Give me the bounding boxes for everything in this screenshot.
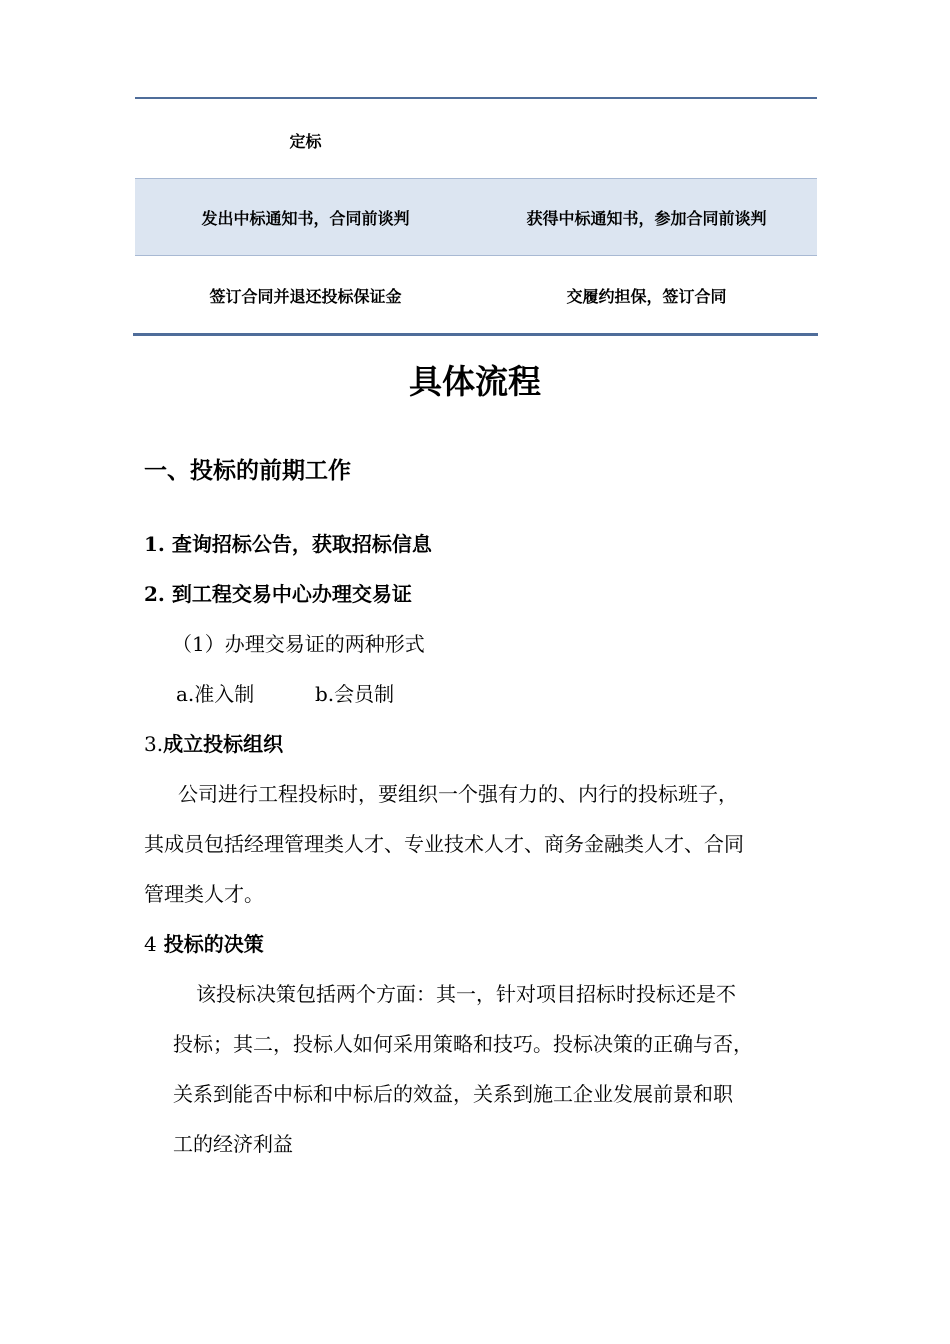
item-text: 到工程交易中心办理交易证 (171, 582, 412, 606)
table-cell: 定标 (289, 131, 322, 151)
table-cell: 发出中标通知书，合同前谈判 (201, 208, 410, 228)
paragraph-line: 关系到能否中标和中标后的效益，关系到施工企业发展前景和职 (173, 1082, 733, 1106)
table-cell: 获得中标通知书，参加合同前谈判 (526, 208, 767, 228)
table-row (135, 256, 817, 334)
option-a: a.准入制 (176, 682, 255, 706)
sub-item: （1）办理交易证的两种形式 (172, 632, 425, 656)
section-heading: 一、投标的前期工作 (144, 458, 351, 484)
table-cell (476, 101, 817, 179)
table-bottom-rule (133, 333, 818, 336)
item-number: 3. (144, 732, 164, 756)
table-cell: 签订合同并退还投标保证金 (209, 286, 402, 306)
page-title: 具体流程 (409, 362, 541, 401)
list-item-4 (144, 928, 264, 957)
list-item-2 (144, 578, 412, 607)
paragraph-line: 公司进行工程投标时，要组织一个强有力的、内行的投标班子， (178, 782, 738, 806)
table-cell: 交履约担保，签订合同 (566, 286, 727, 306)
item-number: 1. (144, 532, 165, 556)
option-b: b.会员制 (315, 682, 395, 706)
list-item-1 (144, 528, 432, 557)
paragraph-line: 投标；其二，投标人如何采用策略和技巧。投标决策的正确与否， (173, 1032, 753, 1056)
paragraph-line: 其成员包括经理管理类人才、专业技术人才、商务金融类人才、合同 (144, 832, 744, 856)
paragraph-line: 该投标决策包括两个方面：其一，针对项目招标时投标还是不 (196, 982, 736, 1006)
item-text: 查询招标公告，获取招标信息 (171, 532, 432, 556)
paragraph-line: 管理类人才。 (144, 882, 264, 906)
table-top-rule (135, 97, 817, 99)
item-number: 4 (144, 932, 157, 956)
table-row (135, 101, 817, 179)
list-item-3 (144, 728, 283, 757)
table-row (135, 178, 817, 256)
item-number: 2. (144, 582, 165, 606)
paragraph-line: 工的经济利益 (173, 1132, 293, 1156)
item-text: 投标的决策 (163, 932, 264, 956)
item-text: 成立投标组织 (163, 732, 284, 756)
